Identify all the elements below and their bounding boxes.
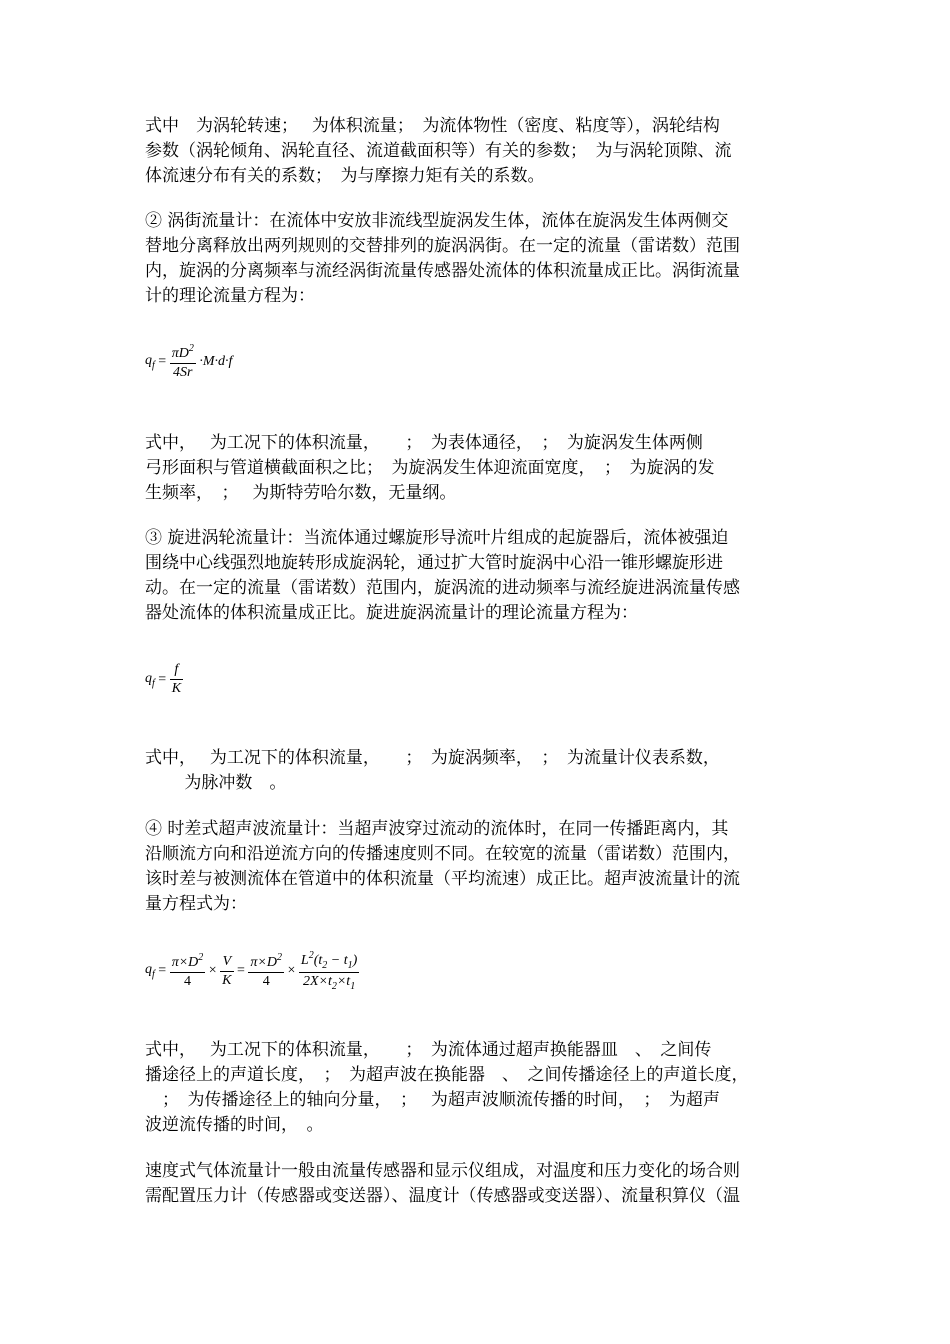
para1-line-3: 体流速分布有关的系数； 为与摩擦力矩有关的系数。 [145, 166, 545, 186]
formula-vortex-street: $q_f$ = $\frac{\pi D^2}{4Sr}$ ·M·d·f [145, 343, 233, 380]
formula3-fraction-4: $\frac{L^2(t_2 - t_1)}{2X\times t_2\times t_1}$ [300, 950, 358, 992]
para2-line-4: 计的理论流量方程为： [145, 286, 315, 306]
para6-line-4: 量方程式为： [145, 894, 247, 914]
formula3-lhs: $q_f$ [145, 962, 155, 980]
formula1-lhs: $q_f$ [145, 353, 155, 371]
para4-line-4: 器处流体的体积流量成正比。旋进旋涡流量计的理论流量方程为： [145, 603, 638, 623]
para2-line-2: 替地分离释放出两列规则的交替排列的旋涡涡街。在一定的流量（雷诺数）范围 [145, 236, 740, 256]
para4-line-1: ③ 旋进涡轮流量计：当流体通过螺旋形导流叶片组成的起旋器后，流体被强迫 [145, 528, 729, 548]
para3-line-3: 生频率， ； 为斯特劳哈尔数，无量纲。 [145, 483, 457, 503]
formula3-fraction-1: $\frac{\pi\times D^2}{4}$ [171, 952, 204, 989]
formula1-tail: ·M·d·f [199, 354, 233, 369]
para5-line-1: 式中， 为工况下的体积流量， ； 为旋涡频率， ； 为流量计仪表系数， [145, 748, 720, 768]
formula-ultrasonic: $q_f$ = $\frac{\pi\times D^2}{4}$ × $\frac{V}{K}$ = $\frac{\pi\times D^2}{4}$ × $\frac{L^2(t_2 - t_1)}{2X\times t_2\times t_1}$ [145, 950, 358, 992]
para4-line-3: 动。在一定的流量（雷诺数）范围内，旋涡流的进动频率与流经旋进涡流量传感 [145, 578, 740, 598]
para1-line-2: 参数（涡轮倾角、涡轮直径、流道截面积等）有关的参数； 为与涡轮顶隙、流 [145, 141, 732, 161]
formula2-lhs: $q_f$ [145, 670, 155, 689]
para2-line-3: 内，旋涡的分离频率与流经涡街流量传感器处流体的体积流量成正比。涡街流量 [145, 261, 740, 281]
para3-line-2: 弓形面积与管道横截面积之比； 为旋涡发生体迎流面宽度， ； 为旋涡的发 [145, 458, 715, 478]
formula2-fraction: $\frac{f}{K}$ [171, 662, 182, 696]
para8-line-2: 需配置压力计（传感器或变送器）、温度计（传感器或变送器）、流量积算仪（温 [145, 1186, 740, 1206]
para7-line-3: ； 为传播途径上的轴向分量， ； 为超声波顺流传播的时间， ； 为超声 [145, 1090, 720, 1110]
para6-line-1: ④ 时差式超声波流量计：当超声波穿过流动的流体时，在同一传播距离内，其 [145, 819, 729, 839]
formula3-fraction-3: $\frac{\pi\times D^2}{4}$ [250, 952, 282, 989]
para2-line-1: ② 涡街流量计：在流体中安放非流线型旋涡发生体，流体在旋涡发生体两侧交 [145, 211, 729, 231]
para6-line-2: 沿顺流方向和沿逆流方向的传播速度则不同。在较宽的流量（雷诺数）范围内， [145, 844, 740, 864]
para8-line-1: 速度式气体流量计一般由流量传感器和显示仪组成，对温度和压力变化的场合则 [145, 1161, 740, 1181]
para5-line-2: 为脉冲数 。 [145, 773, 287, 793]
para4-line-2: 围绕中心线强烈地旋转形成旋涡轮，通过扩大管时旋涡中心沿一锥形螺旋形进 [145, 553, 723, 573]
formula3-fraction-2: $\frac{V}{K}$ [222, 953, 232, 988]
para7-line-2: 播途径上的声道长度， ； 为超声波在换能器 、 之间传播途径上的声道长度， [145, 1065, 749, 1085]
formula-precession: $q_f$ = $\frac{f}{K}$ [145, 662, 182, 696]
para7-line-4: 波逆流传播的时间， 。 [145, 1115, 324, 1135]
formula1-fraction: $\frac{\pi D^2}{4Sr}$ [171, 343, 194, 380]
para1-line-1: 式中 为涡轮转速； 为体积流量； 为流体物性（密度、粘度等），涡轮结构 [145, 116, 720, 136]
para6-line-3: 该时差与被测流体在管道中的体积流量（平均流速）成正比。超声波流量计的流 [145, 869, 740, 889]
para3-line-1: 式中， 为工况下的体积流量， ； 为表体通径， ； 为旋涡发生体两侧 [145, 433, 703, 453]
para7-line-1: 式中， 为工况下的体积流量， ； 为流体通过超声换能器皿 、 之间传 [145, 1040, 712, 1060]
